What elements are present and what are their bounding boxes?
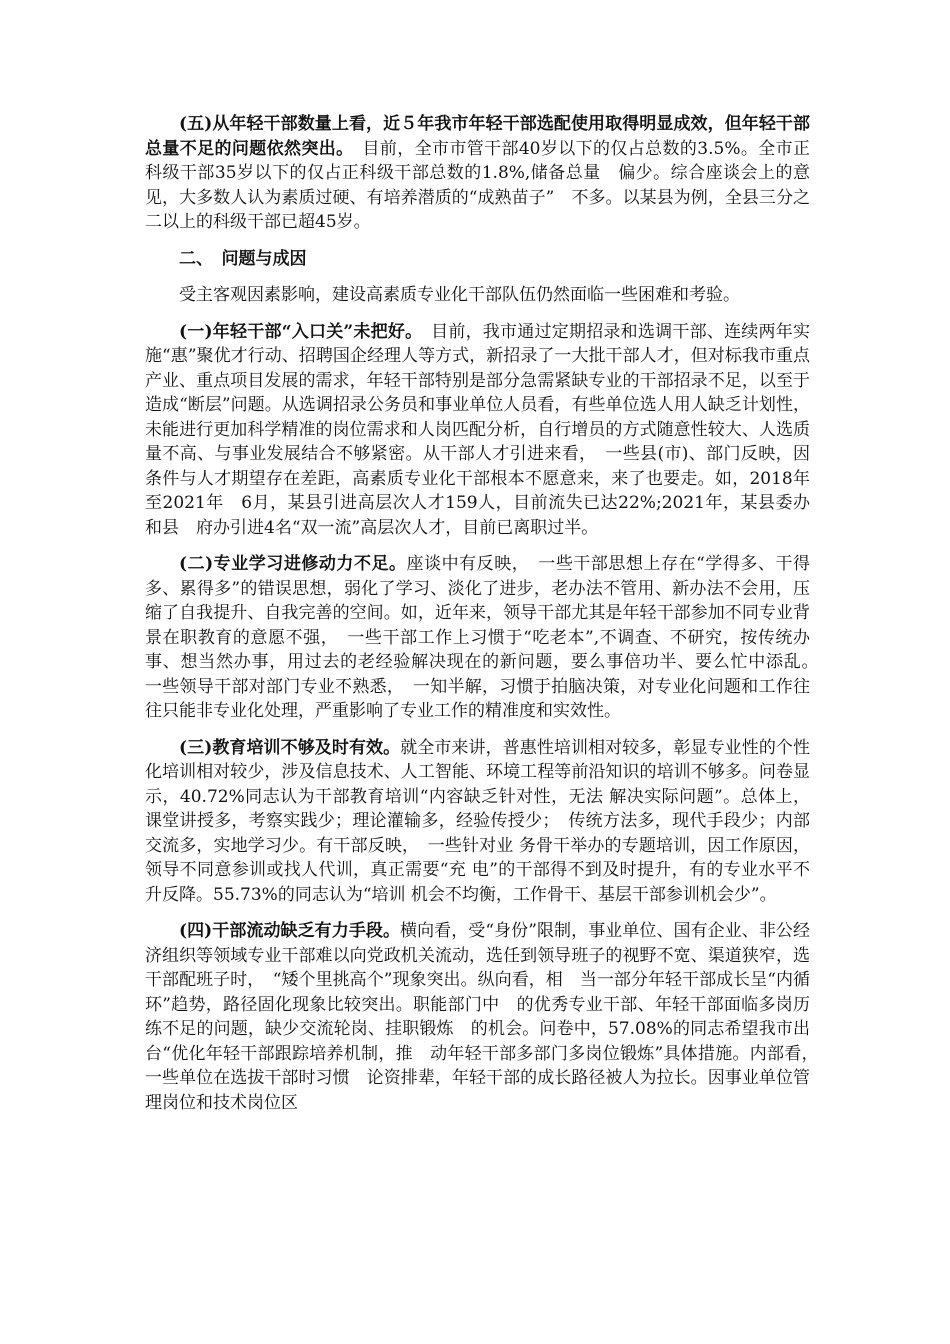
paragraph-heading: (一)年轻干部“入口关”未把好。 [179, 321, 414, 342]
paragraph-body: 座谈中有反映， 一些干部思想上存在“学得多、干得多、累得多”的错误思想，弱化了学习、淡化了进步，老办法不管用、新办法不会用，压缩了自我提升、自我完善的空间。如，近年来，领导干部尤其是年轻干部参加不同专业背景在职教育的意愿不强， 一些干部工作上习惯于“吃老本”,不调查、不研究，按传统办事、想当然办事，用过去的老经验解决现在的新问题，要么事倍功半、要么忙中添乱。 一些领导干部对部门专业不熟悉， 一知半解，习惯于拍脑决策，对专业化问题和工作往往只能非专业化处理，严重影响了专业工作的精准度和实效性。 [145, 554, 827, 721]
paragraph-mobility [145, 919, 827, 1115]
paragraph-heading: (五)从年轻干部数量上看，近５年我市年轻干部选配使用取得明显成效，但年轻干部总量不足的问题依然突出。 [145, 114, 810, 159]
paragraph-body: 横向看，受“身份”限制，事业单位、国有企业、非公经济组织等领域专业干部难以向党政机关流动，选任到领导班子的视野不宽、渠道狭窄，选干部配班子时， “矮个里挑高个”现象突出。纵向看，相 当一部分年轻干部成长呈“内循环”趋势，路径固化现象比较突出。职能部门中 的优秀专业干部、年轻干部面临多岗历练不足的问题，缺少交流轮岗、挂职锻炼 的机会。问卷中，57.08%的同志希望我市出台“优化年轻干部跟踪培养机制，推 动年轻干部多部门多岗位锻炼”具体措施。内部看， 一些单位在选拔干部时习惯 论资排辈，年轻干部的成长路径被人为拉长。因事业单位管理岗位和技术岗位区 [145, 921, 827, 1113]
document-page [145, 112, 827, 1127]
paragraph-intro: 受主客观因素影响，建设高素质专业化干部队伍仍然面临一些困难和考验。 [179, 285, 740, 305]
paragraph-body: 就全市来讲，普惠性培训相对较多，彰显专业性的个性化培训相对较少，涉及信息技术、人工智能、环境工程等前沿知识的培训不够多。问卷显示，40.72%同志认为干部教育培训“内容缺乏针对性，无法 解决实际问题”。总体上，课堂讲授多，考察实践少；理论灌输多，经验传授少； 传统方法多，现代手段少；内部交流多，实地学习少。有干部反映， 一些针对业 务骨干举办的专题培训，因工作原因，领导不同意参训或找人代训，真正需要“充 电”的干部得不到及时提升，有的专业水平不升反降。55.73%的同志认为“培训 机会不均衡，工作骨干、基层干部参训机会少”。 [145, 737, 810, 905]
paragraph-entry [145, 320, 810, 541]
paragraph-study [145, 552, 827, 724]
section-heading-problems: 二、 问题与成因 [179, 248, 307, 269]
paragraph-heading: (三)教育培训不够及时有效。 [179, 737, 401, 758]
paragraph-training [145, 736, 810, 908]
paragraph-body: 目前，我市通过定期招录和选调干部、连续两年实施“惠”聚优才行动、招聘国企经理人等方式，新招录了一大批干部人才，但对标我市重点产业、重点项目发展的需求，年轻干部特别是部分急需紧缺专业的干部招录不足，以至于造成“断层”问题。从选调招录公务员和事业单位人员看，有些单位选人用人缺乏计划性，未能进行更加科学精准的岗位需求和人岗匹配分析，自行增员的方式随意性较大、人选质量不高、与事业发展结合不够紧密。从干部人才引进来看， 一些县(市)、部门反映，因条件与人才期望存在差距，高素质专业化干部根本不愿意来，来了也要走。如，2018年至2021年 6月，某县引进高层次人才159人，目前流失已达22%;2021年，某县委办和县 府办引进4名“双一流”高层次人才，目前已离职过半。 [145, 321, 810, 538]
paragraph-quantity [145, 112, 810, 235]
paragraph-heading: (四)干部流动缺乏有力手段。 [179, 921, 401, 941]
paragraph-heading: (二)专业学习进修动力不足。 [179, 554, 407, 574]
paragraph-body: 目前，全市市管干部40岁以下的仅占总数的3.5%。全市正科级干部35岁以下的仅占正科级干部总数的1.8%,储备总量 偏少。综合座谈会上的意见，大多数人认为素质过硬、有培养潜质的“成熟苗子” 不多。以某县为例，全县三分之二以上的科级干部已超45岁。 [145, 138, 810, 232]
